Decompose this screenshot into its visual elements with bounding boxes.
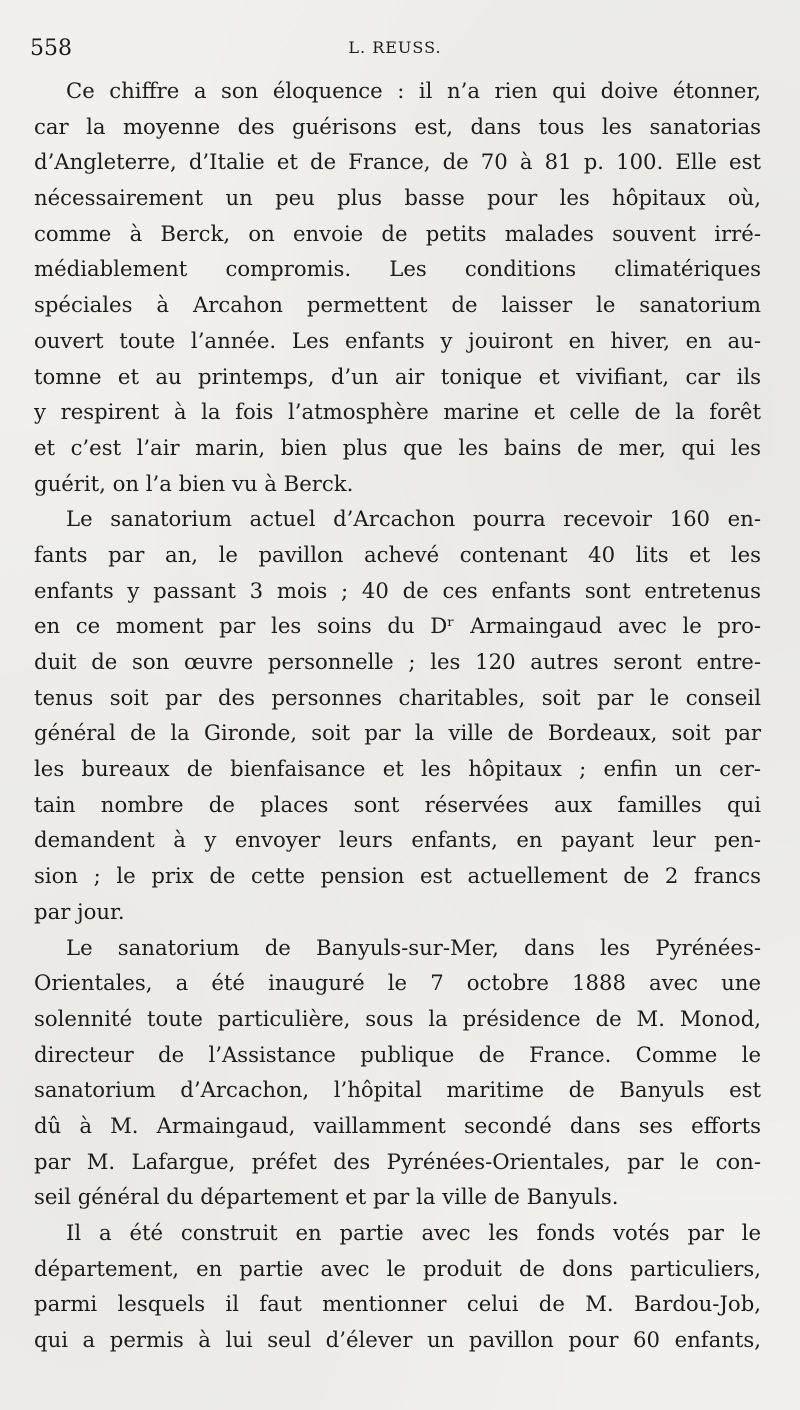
- paragraph-p3: [34, 930, 761, 1216]
- text-line: Il a été construit en partie avec les fonds votés par le: [66, 1220, 761, 1245]
- text-line: solennité toute particulière, sous la présidence de M. Monod,: [34, 1005, 761, 1031]
- paragraph-p4: [34, 1215, 761, 1358]
- text-line: comme à Berck, on envoie de petits malades souvent irré-: [34, 220, 761, 246]
- text-line: ouvert toute l’année. Les enfants y jouiront en hiver, en au-: [34, 327, 761, 353]
- text-line: y respirent à la fois l’atmosphère marine et celle de la forêt: [34, 399, 761, 425]
- text-line: demandent à y envoyer leurs enfants, en payant leur pen-: [34, 827, 761, 853]
- text-line: directeur de l’Assistance publique de France. Comme le: [34, 1041, 761, 1067]
- text-line: général de la Gironde, soit par la ville de Bordeaux, soit par: [34, 720, 761, 746]
- page-number: 558: [30, 36, 72, 61]
- text-line: fants par an, le pavillon achevé contenant 40 lits et les: [34, 541, 761, 567]
- text-line: duit de son œuvre personnelle ; les 120 autres seront entre-: [34, 649, 761, 674]
- text-line: parmi lesquels il faut mentionner celui de M. Bardou-Job,: [34, 1291, 761, 1317]
- text-line: Ce chiffre a son éloquence : il n’a rien qui doive étonner,: [66, 78, 761, 103]
- running-head: [30, 36, 760, 66]
- text-line: car la moyenne des guérisons est, dans tous les sanatorias: [34, 113, 761, 139]
- text-line: enfants y passant 3 mois ; 40 de ces enfants sont entretenus: [34, 577, 761, 603]
- paragraph-p2: [34, 501, 761, 929]
- text-line: tenus soit par des personnes charitables, soit par le conseil: [34, 684, 761, 710]
- text-line: les bureaux de bienfaisance et les hôpitaux ; enfin un cer-: [34, 756, 761, 782]
- text-line: qui a permis à lui seul d’élever un pavillon pour 60 enfants,: [34, 1327, 761, 1353]
- text-line: Le sanatorium de Banyuls-sur-Mer, dans les Pyrénées-: [66, 934, 761, 960]
- text-line: guérit, on l’a bien vu à Berck.: [34, 470, 354, 496]
- text-line: département, en partie avec le produit de dons particuliers,: [34, 1255, 761, 1281]
- paragraph-p1: [34, 73, 761, 501]
- text-line: dû à M. Armaingaud, vaillamment secondé dans ses efforts: [34, 1112, 761, 1138]
- text-line: spéciales à Arcahon permettent de laisser le sanatorium: [34, 292, 761, 318]
- text-line: sion ; le prix de cette pension est actuellement de 2 francs: [34, 863, 761, 889]
- text-line: nécessairement un peu plus basse pour les hôpitaux où,: [34, 185, 761, 211]
- text-line: seil général du département et par la ville de Banyuls.: [34, 1184, 619, 1210]
- text-line: tain nombre de places sont réservées aux familles qui: [34, 791, 761, 817]
- text-line: en ce moment par les soins du Dʳ Armaingaud avec le pro-: [34, 613, 761, 639]
- text-line: sanatorium d’Arcachon, l’hôpital maritime de Banyuls est: [34, 1077, 761, 1103]
- text-line: par M. Lafargue, préfet des Pyrénées-Orientales, par le con-: [34, 1148, 761, 1174]
- running-title: L. REUSS.: [348, 38, 442, 57]
- text-line: et c’est l’air marin, bien plus que les bains de mer, qui les: [34, 434, 761, 460]
- text-line: par jour.: [34, 898, 125, 924]
- text-line: Orientales, a été inauguré le 7 octobre 1888 avec une: [34, 970, 761, 996]
- text-line: médiablement compromis. Les conditions climatériques: [34, 256, 761, 282]
- text-line: d’Angleterre, d’Italie et de France, de 70 à 81 p. 100. Elle est: [34, 149, 761, 175]
- body-text: [34, 73, 761, 1358]
- text-line: tomne et au printemps, d’un air tonique et vivifiant, car ils: [34, 363, 761, 389]
- text-line: Le sanatorium actuel d’Arcachon pourra recevoir 160 en-: [66, 506, 761, 532]
